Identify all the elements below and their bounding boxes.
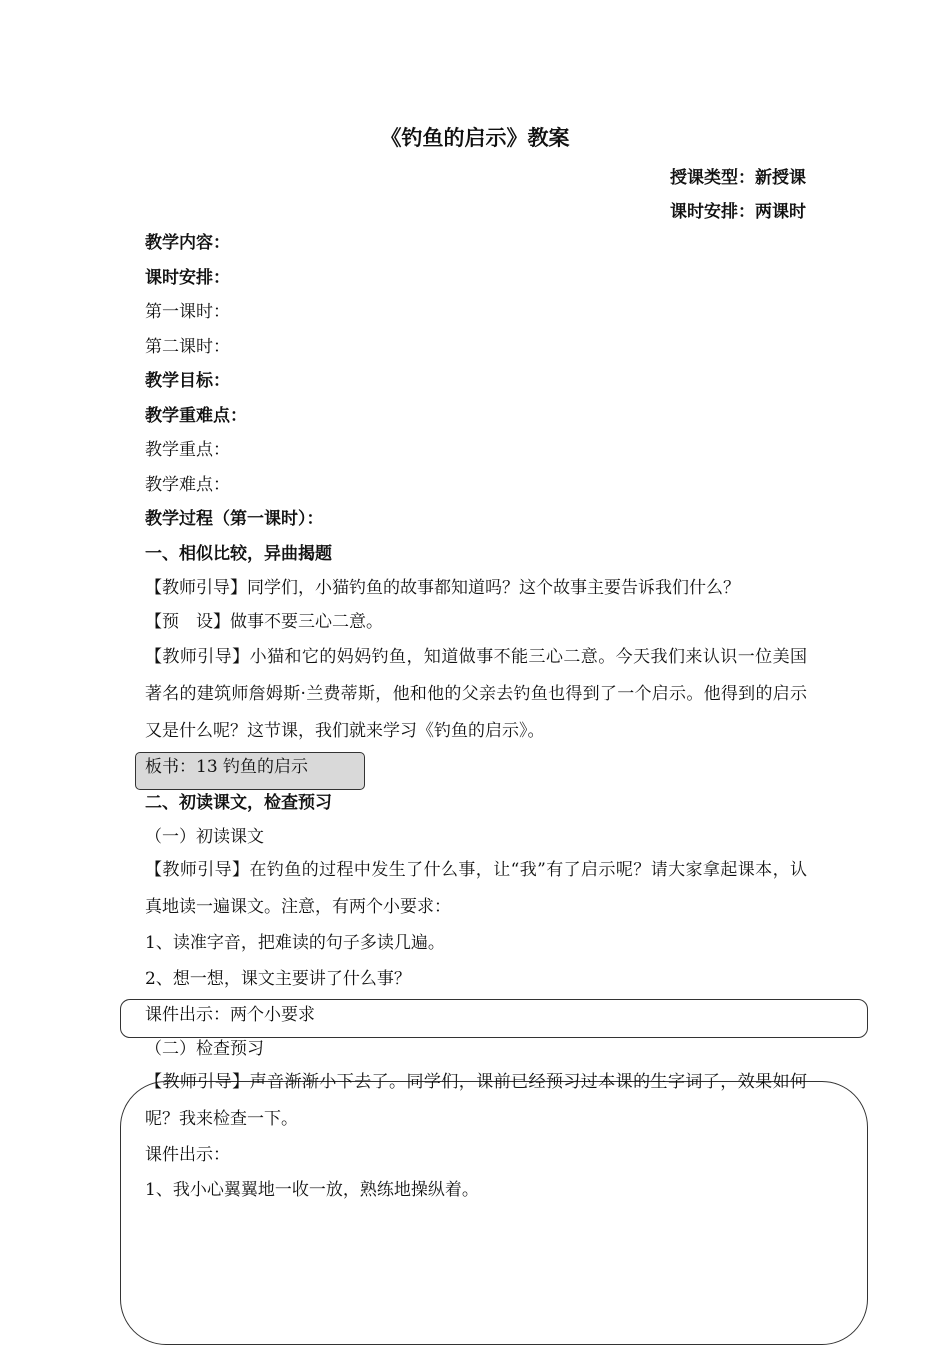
courseware-1: 课件出示：两个小要求 [145, 1005, 315, 1025]
section-1-teacher-guide-1: 【教师引导】同学们，小猫钓鱼的故事都知道吗？这个故事主要告诉我们什么？ [145, 578, 740, 598]
courseware-2: 课件出示： [145, 1145, 230, 1165]
goals-label: 教学目标： [145, 371, 230, 391]
difficult-points: 教学难点： [145, 475, 230, 495]
section-2-title: 二、初读课文，检查预习 [145, 793, 332, 813]
content-label: 教学内容： [145, 233, 230, 253]
schedule-label: 课时安排： [145, 268, 230, 288]
section-2-teacher-guide-2: 【教师引导】声音渐渐小下去了。同学们，课前已经预习过本课的生字词了，效果如何呢？我来检查一下。 [145, 1072, 807, 1129]
requirement-1: 1、读准字音，把难读的句子多读几遍。 [145, 933, 445, 953]
period-2: 第二课时： [145, 337, 230, 357]
lesson-type: 授课类型：新授课 [670, 168, 806, 188]
key-difficult-label: 教学重难点： [145, 406, 247, 426]
period-1: 第一课时： [145, 302, 230, 322]
section-2-teacher-guide-1: 【教师引导】在钓鱼的过程中发生了什么事，让“我”有了启示呢？请大家拿起课本，认真地读一遍课文。注意，有两个小要求： [145, 860, 807, 917]
process-label: 教学过程（第一课时）： [145, 509, 324, 529]
lesson-hours: 课时安排：两课时 [670, 202, 806, 222]
example-sentence-1: 1、我小心翼翼地一收一放，熟练地操纵着。 [145, 1180, 479, 1200]
board-note: 板书：13 钓鱼的启示 [145, 757, 309, 777]
document-title: 《钓鱼的启示》教案 [380, 126, 570, 150]
section-1-title: 一、相似比较，异曲揭题 [145, 544, 332, 564]
subsection-2: （二）检查预习 [145, 1039, 264, 1059]
subsection-1: （一）初读课文 [145, 827, 264, 847]
key-points: 教学重点： [145, 440, 230, 460]
section-1-teacher-guide-2: 【教师引导】小猫和它的妈妈钓鱼，知道做事不能三心二意。今天我们来认识一位美国著名的建筑师詹姆斯·兰费蒂斯，他和他的父亲去钓鱼也得到了一个启示。他得到的启示又是什么呢？这节课，我们就来学习《钓鱼的启示》。 [145, 647, 807, 741]
requirement-2: 2、想一想，课文主要讲了什么事？ [145, 969, 411, 989]
section-1-preset: 【预 设】做事不要三心二意。 [145, 612, 383, 632]
